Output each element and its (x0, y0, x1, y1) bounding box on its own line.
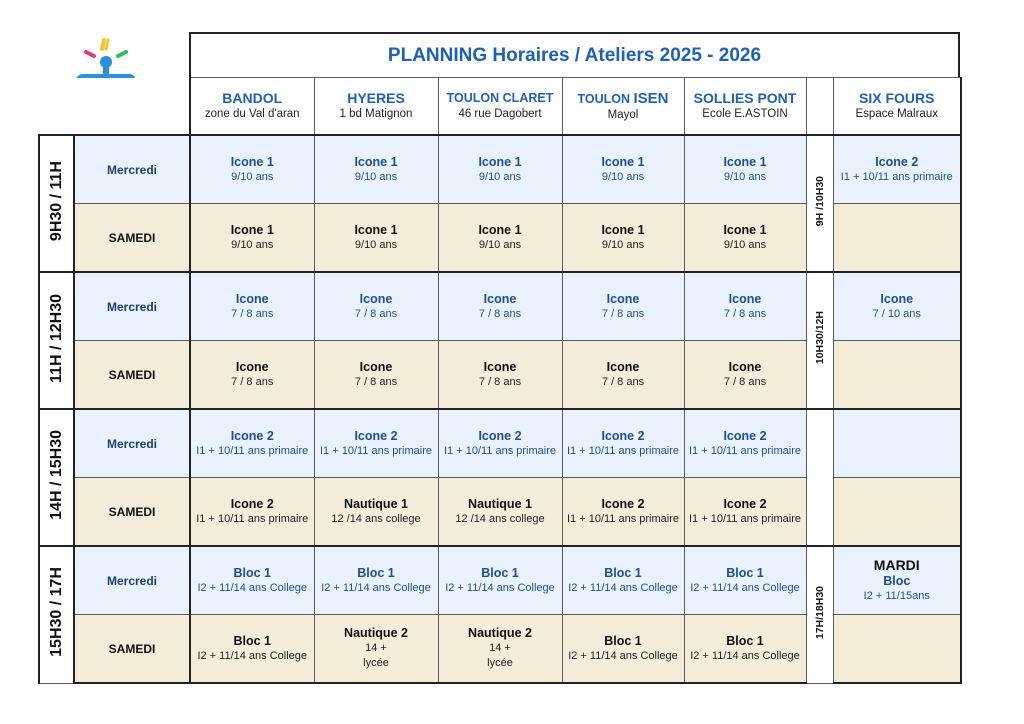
activity-name: Icone (483, 359, 517, 374)
activity-cell (438, 204, 562, 273)
activity-age-group: I1 + 10/11 ans primaire (196, 512, 309, 525)
activity-cell (562, 409, 684, 478)
activity-name: Icone (235, 291, 269, 306)
activity-age-group: 9/10 ans (723, 238, 767, 251)
activity-cell (314, 341, 438, 410)
activity-cell (833, 615, 961, 684)
activity-name: Icone 1 (478, 154, 522, 169)
activity-cell (190, 546, 314, 615)
activity-name: Nautique 2 (468, 626, 532, 640)
activity-cell (562, 546, 684, 615)
activity-name: Icone (728, 291, 762, 306)
activity-cell (833, 135, 961, 204)
activity-age-group: 7 / 8 ans (231, 307, 274, 320)
activity-cell (190, 272, 314, 341)
activity-name: Icone (880, 291, 914, 306)
activity-name: Bloc 1 (357, 565, 395, 580)
location-name: BANDOL (222, 90, 283, 106)
activity-name: Nautique 1 (468, 496, 532, 511)
schedule-row (39, 409, 961, 478)
activity-cell (190, 204, 314, 273)
activity-day: MARDI (873, 557, 920, 573)
time-block-label: 11H / 12H30 (47, 293, 65, 383)
activity-age-group: 7 / 10 ans (872, 307, 921, 320)
activity-cell (314, 272, 438, 341)
activity-age-group: I1 + 10/11 ans primaire (320, 444, 432, 457)
activity-cell (314, 546, 438, 615)
time-block-label: 14H / 15H30 (47, 430, 65, 520)
time-block-label-cell (39, 135, 74, 272)
activity-age-group: 7 / 8 ans (601, 375, 645, 388)
activity-age-group: I2 + 11/14 ans College (690, 649, 800, 662)
activity-cell (190, 478, 314, 547)
activity-age-group: I2 + 11/14 ans College (197, 581, 308, 594)
activity-cell (314, 478, 438, 547)
six-fours-slot-label: 17H/18H30 (813, 585, 826, 639)
time-block-label-cell (39, 546, 74, 683)
activity-age-group: 9/10 ans (601, 238, 645, 251)
activity-age-group: I2 + 11/14 ans College (197, 649, 308, 662)
activity-name: Icone 2 (230, 496, 274, 511)
activity-age-group: 12 /14 ans college (455, 512, 545, 525)
day-label: Mercredi (74, 546, 190, 615)
slot-header-blank (806, 78, 833, 136)
activity-age-group: 9/10 ans (723, 170, 767, 183)
activity-name: Bloc 1 (604, 565, 642, 580)
activity-cell (684, 615, 806, 684)
activity-cell (562, 341, 684, 410)
activity-cell (438, 546, 562, 615)
activity-age-group: I2 + 11/14 ans College (321, 581, 431, 594)
activity-age-group-line2: lycée (487, 657, 513, 669)
six-fours-slot-label: 9H /10H30 (813, 175, 826, 227)
time-block-label: 9H30 / 11H (47, 160, 65, 242)
activity-name: Icone 1 (601, 222, 645, 237)
activity-age-group-line2: lycée (363, 657, 389, 669)
activity-name: Bloc (883, 574, 911, 588)
activity-cell (833, 341, 961, 410)
activity-name: Icone 1 (230, 154, 274, 169)
location-header (833, 78, 961, 136)
activity-age-group: 7 / 8 ans (478, 375, 522, 388)
activity-age-group: 9/10 ans (231, 238, 274, 251)
activity-name: Icone 1 (230, 222, 274, 237)
activity-name: Bloc 1 (726, 565, 764, 580)
activity-name: Icone 2 (354, 428, 398, 443)
activity-cell (833, 409, 961, 478)
activity-cell (438, 341, 562, 410)
activity-age-group: 7 / 8 ans (723, 307, 767, 320)
location-address: zone du Val d'aran (204, 108, 300, 120)
activity-cell (190, 409, 314, 478)
activity-age-group: I1 + 10/11 ans primaire (840, 170, 953, 183)
time-block-label-cell (39, 272, 74, 409)
six-fours-slot-cell (806, 135, 833, 272)
activity-name: Nautique 1 (344, 496, 408, 511)
activity-age-group: 7 / 8 ans (231, 375, 274, 388)
activity-age-group: 9/10 ans (231, 170, 274, 183)
activity-cell (562, 478, 684, 547)
activity-cell (833, 272, 961, 341)
activity-age-group: 14 + (365, 642, 387, 654)
activity-name: Icone 1 (723, 222, 767, 237)
activity-name: Icone 1 (723, 154, 767, 169)
six-fours-slot-cell (806, 272, 833, 409)
schedule-row (39, 135, 961, 204)
activity-cell (833, 204, 961, 273)
day-label: SAMEDI (74, 341, 190, 410)
schedule-row (39, 272, 961, 341)
location-name-suffix: ISEN (633, 89, 669, 107)
location-header (684, 78, 806, 136)
day-label: SAMEDI (74, 204, 190, 273)
activity-name: Icone (235, 359, 269, 374)
activity-age-group: 14 + (489, 642, 511, 654)
activity-age-group: I1 + 10/11 ans primaire (567, 444, 679, 457)
activity-cell (684, 546, 806, 615)
activity-age-group: I2 + 11/15ans (863, 590, 930, 602)
activity-name: Icone 2 (875, 154, 919, 169)
activity-cell (314, 615, 438, 684)
activity-cell (684, 204, 806, 273)
activity-age-group: I2 + 11/14 ans College (445, 581, 555, 594)
activity-age-group: 12 /14 ans college (331, 512, 421, 525)
activity-cell (314, 409, 438, 478)
activity-cell (438, 478, 562, 547)
activity-name: Icone 1 (601, 154, 645, 169)
activity-cell (562, 272, 684, 341)
activity-cell (438, 409, 562, 478)
activity-cell (562, 615, 684, 684)
activity-name: Icone 2 (478, 428, 522, 443)
corner-blank (39, 78, 74, 136)
time-block-label-cell (39, 409, 74, 546)
activity-cell (562, 204, 684, 273)
location-name: HYERES (347, 90, 405, 106)
activity-age-group: I1 + 10/11 ans primaire (196, 444, 309, 457)
location-header (190, 78, 314, 136)
activity-cell (438, 135, 562, 204)
location-header (562, 78, 684, 136)
activity-cell (684, 341, 806, 410)
activity-age-group: 7 / 8 ans (354, 375, 398, 388)
activity-age-group: 9/10 ans (478, 170, 522, 183)
activity-name: Bloc 1 (233, 633, 271, 648)
activity-cell (684, 478, 806, 547)
activity-cell (562, 135, 684, 204)
activity-name: Icone 2 (723, 496, 767, 511)
location-address: 46 rue Dagobert (458, 108, 542, 120)
corner-blank (74, 78, 190, 136)
location-address: Ecole E.ASTOIN (702, 108, 788, 120)
location-header (314, 78, 438, 136)
day-label: SAMEDI (74, 615, 190, 684)
activity-cell (190, 615, 314, 684)
activity-name: Icone (728, 359, 762, 374)
activity-name: Icone 2 (230, 428, 274, 443)
day-label: SAMEDI (74, 478, 190, 547)
activity-name: Bloc 1 (604, 633, 642, 648)
activity-age-group: I1 + 10/11 ans primaire (689, 444, 801, 457)
activity-age-group: 9/10 ans (478, 238, 522, 251)
time-block-label: 15H30 / 17H (47, 567, 65, 658)
location-name: SOLLIES PONT (693, 90, 797, 106)
activity-cell (190, 341, 314, 410)
activity-age-group: 9/10 ans (601, 170, 645, 183)
day-label: Mercredi (74, 135, 190, 204)
activity-cell (314, 204, 438, 273)
six-fours-slot-cell (806, 546, 833, 683)
activity-cell (684, 135, 806, 204)
day-label: Mercredi (74, 272, 190, 341)
page-title: PLANNING Horaires / Ateliers 2025 - 2026 (189, 32, 960, 77)
location-name: SIX FOURS (859, 90, 935, 106)
activity-age-group: 9/10 ans (354, 170, 398, 183)
activity-age-group: I2 + 11/14 ans College (690, 581, 800, 594)
location-name: TOULON CLARET (446, 91, 554, 105)
activity-name: Nautique 2 (344, 626, 408, 640)
activity-cell (684, 409, 806, 478)
activity-name: Bloc 1 (726, 633, 764, 648)
activity-name: Icone 2 (723, 428, 767, 443)
activity-name: Icone (483, 291, 517, 306)
activity-age-group: 7 / 8 ans (354, 307, 398, 320)
activity-name: Icone (606, 359, 640, 374)
location-address: Mayol (607, 108, 639, 121)
day-label: Mercredi (74, 409, 190, 478)
schedule-table (38, 77, 962, 684)
six-fours-slot-label: 10H30/12H (813, 311, 826, 365)
activity-name: Icone (359, 291, 393, 306)
location-header (438, 78, 562, 136)
activity-age-group: 7 / 8 ans (478, 307, 522, 320)
activity-age-group: I2 + 11/14 ans College (568, 649, 678, 662)
activity-name: Icone 2 (601, 496, 645, 511)
activity-age-group: I1 + 10/11 ans primaire (444, 444, 556, 457)
activity-name: Bloc 1 (233, 565, 271, 580)
location-name: TOULON (577, 91, 634, 106)
activity-age-group: I1 + 10/11 ans primaire (567, 512, 679, 525)
activity-age-group: I1 + 10/11 ans primaire (689, 512, 801, 525)
activity-cell (438, 272, 562, 341)
location-address: 1 bd Matignon (339, 108, 413, 120)
activity-name: Icone 1 (354, 154, 398, 169)
activity-age-group: 9/10 ans (354, 238, 398, 251)
activity-name: Icone 1 (478, 222, 522, 237)
activity-cell (684, 272, 806, 341)
activity-name: Bloc 1 (481, 565, 519, 580)
activity-age-group: 7 / 8 ans (601, 307, 645, 320)
activity-age-group: 7 / 8 ans (723, 375, 767, 388)
activity-name: Icone (359, 359, 393, 374)
activity-name: Icone 2 (601, 428, 645, 443)
activity-name: Icone (606, 291, 640, 306)
six-fours-slot-cell (806, 409, 833, 546)
activity-cell (314, 135, 438, 204)
activity-cell (438, 615, 562, 684)
activity-cell (190, 135, 314, 204)
schedule-row (39, 546, 961, 615)
activity-cell (833, 546, 961, 615)
activity-age-group: I2 + 11/14 ans College (568, 581, 678, 594)
location-address: Espace Malraux (855, 108, 938, 120)
activity-name: Icone 1 (354, 222, 398, 237)
activity-cell (833, 478, 961, 547)
